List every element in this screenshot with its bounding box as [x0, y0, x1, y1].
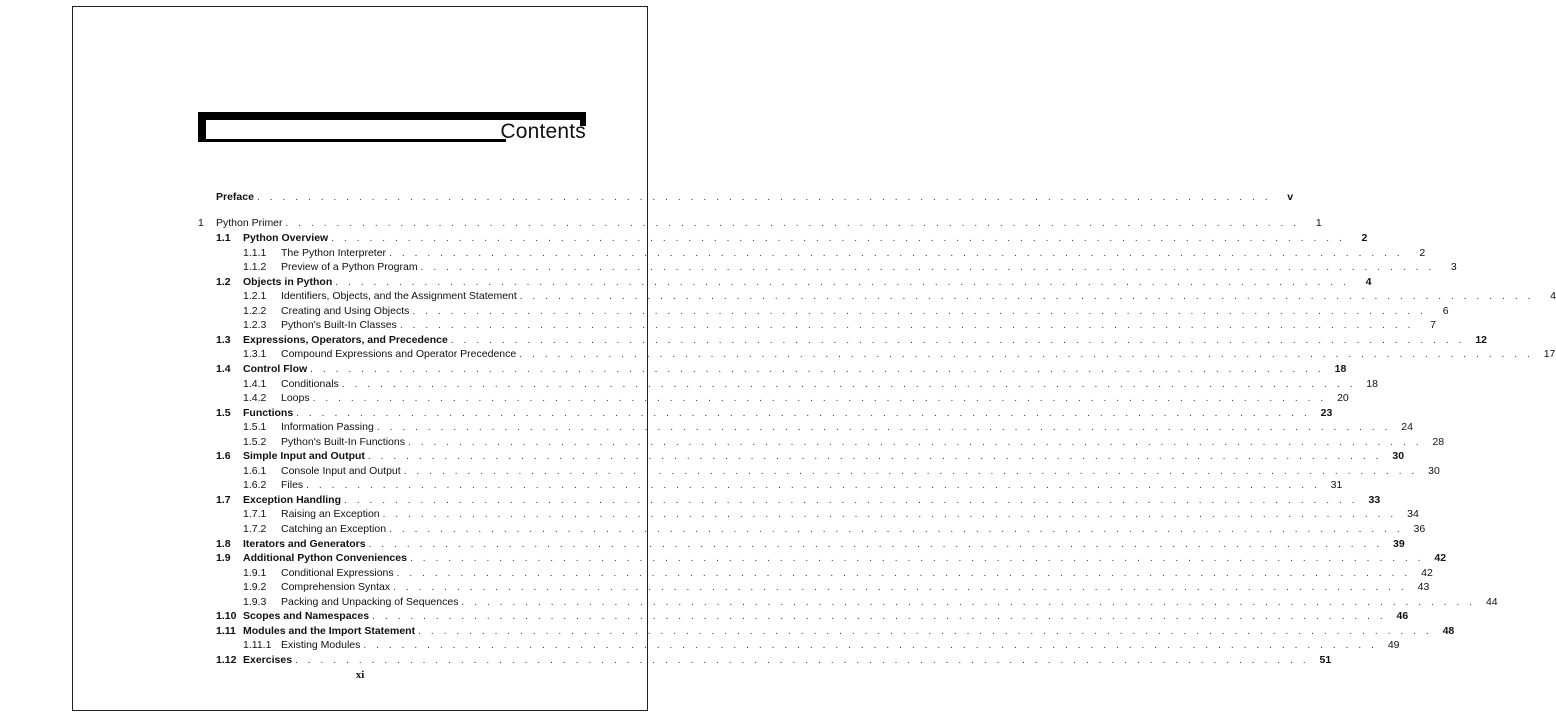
- toc-entry-title: Creating and Using Objects: [281, 304, 410, 317]
- toc-leader-dots: . . . . . . . . . . . . . . . . . . . . . . . . . . . . . . . . . . . . . . . . . . . . . . . . . . . . . . . . . . . . . . . . . . . . . . . . . . . . . . . .: [296, 407, 1311, 419]
- toc-entry-title: Loops: [281, 392, 310, 405]
- toc-entry-title: Raising an Exception: [281, 508, 380, 521]
- toc-leader-dots: . . . . . . . . . . . . . . . . . . . . . . . . . . . . . . . . . . . . . . . . . . . . . . . . . . . . . . . . . . . . . . . . . . . . . . . . . . . . . . . .: [519, 291, 1534, 303]
- toc-entry[interactable]: [198, 522, 1426, 536]
- toc-entry[interactable]: [198, 507, 1419, 521]
- toc-entry[interactable]: [198, 406, 1333, 420]
- toc-entry-title: Objects in Python: [243, 275, 333, 288]
- toc-leader-dots: . . . . . . . . . . . . . . . . . . . . . . . . . . . . . . . . . . . . . . . . . . . . . . . . . . . . . . . . . . . . . . . . . . . . . . . . . . . . . . . .: [367, 451, 1383, 463]
- toc-entry-page: 3: [1450, 261, 1457, 274]
- toc-entry-number: 1.7.1: [243, 508, 267, 521]
- toc-entry-page: 24: [1401, 421, 1413, 434]
- contents-banner: [198, 112, 586, 144]
- banner-bottom-rule: [198, 139, 506, 142]
- toc-entry-number: 1.5: [216, 406, 231, 419]
- toc-entry-page: 4: [1365, 275, 1372, 288]
- toc-entry-number: 1.6: [216, 450, 231, 463]
- toc-entry-number: 1.2.1: [243, 290, 267, 303]
- toc-entry-page: 30: [1428, 464, 1440, 477]
- toc-entry[interactable]: [198, 580, 1430, 594]
- toc-entry-title: Catching an Exception: [281, 523, 387, 535]
- toc-entry-number: 1.6.1: [243, 464, 267, 477]
- toc-entry-page: 28: [1432, 435, 1445, 448]
- toc-entry-page: 17: [1543, 348, 1556, 361]
- toc-entry-number: 1.9: [216, 552, 231, 565]
- toc-leader-dots: . . . . . . . . . . . . . . . . . . . . . . . . . . . . . . . . . . . . . . . . . . . . . . . . . . . . . . . . . . . . . . . . . . . . . . . . . . . . . . . .: [461, 596, 1476, 608]
- toc-entry-title: Additional Python Conveniences: [243, 552, 407, 565]
- toc-entry[interactable]: [198, 190, 1294, 204]
- toc-entry-title: Python's Built-In Classes: [281, 319, 397, 332]
- page-number: xi: [355, 669, 365, 681]
- toc-leader-dots: . . . . . . . . . . . . . . . . . . . . . . . . . . . . . . . . . . . . . . . . . . . . . . . . . . . . . . . . . . . . . . . . . . . . . . . . . . . . . . . .: [389, 247, 1404, 259]
- banner-left-rule: [198, 112, 206, 142]
- toc-entry-title: Information Passing: [281, 421, 374, 434]
- toc-leader-dots: . . . . . . . . . . . . . . . . . . . . . . . . . . . . . . . . . . . . . . . . . . . . . . . . . . . . . . . . . . . . . . . . . . . . . . . . . . . . . . . .: [285, 218, 1300, 229]
- toc-entry-number: 1.1.1: [243, 246, 267, 259]
- toc-entry-page: 6: [1442, 304, 1449, 317]
- toc-leader-dots: . . . . . . . . . . . . . . . . . . . . . . . . . . . . . . . . . . . . . . . . . . . . . . . . . . . . . . . . . . . . . . . . . . . . . . . . . . . . . . . .: [450, 334, 1465, 346]
- toc-leader-dots: . . . . . . . . . . . . . . . . . . . . . . . . . . . . . . . . . . . . . . . . . . . . . . . . . . . . . . . . . . . . . . . . . . . . . . . . . . . . . . . .: [310, 363, 1325, 375]
- toc-entry-title: Conditionals: [281, 377, 339, 390]
- toc-entry-page: 43: [1417, 581, 1430, 594]
- toc-entry-number: 1.3: [216, 333, 231, 346]
- toc-entry-number: 1.1: [216, 232, 231, 244]
- toc-entry[interactable]: [198, 493, 1381, 507]
- toc-entry-page: 18: [1366, 377, 1378, 390]
- toc-entry-title: Comprehension Syntax: [281, 581, 391, 594]
- toc-leader-dots: . . . . . . . . . . . . . . . . . . . . . . . . . . . . . . . . . . . . . . . . . . . . . . . . . . . . . . . . . . . . . . . . . . . . . . . . . . . . . . . .: [341, 378, 1356, 390]
- toc-entry[interactable]: [198, 333, 1487, 347]
- toc-entry-page: 49: [1387, 639, 1400, 652]
- toc-entry[interactable]: [198, 377, 1378, 391]
- toc-leader-dots: . . . . . . . . . . . . . . . . . . . . . . . . . . . . . . . . . . . . . . . . . . . . . . . . . . . . . . . . . . . . . . . . . . . . . . . . . . . . . . . .: [256, 192, 1272, 203]
- banner-top-rule: [198, 112, 586, 120]
- toc-entry-number: 1.8: [216, 537, 231, 550]
- page-title: Contents: [500, 120, 586, 143]
- toc-entry-title: Iterators and Generators: [243, 537, 366, 550]
- toc-leader-dots: . . . . . . . . . . . . . . . . . . . . . . . . . . . . . . . . . . . . . . . . . . . . . . . . . . . . . . . . . . . . . . . . . . . . . . . . . . . . . . . .: [344, 494, 1359, 506]
- toc-entry-number: 1.4.1: [243, 377, 267, 390]
- toc-entry-title: Modules and the Import Statement: [243, 624, 416, 637]
- toc-entry-title: Exercises: [243, 653, 293, 666]
- toc-entry[interactable]: [198, 362, 1347, 376]
- toc-entry-title: Identifiers, Objects, and the Assignment Statement: [281, 290, 517, 303]
- toc-entry[interactable]: [198, 478, 1343, 492]
- toc-leader-dots: . . . . . . . . . . . . . . . . . . . . . . . . . . . . . . . . . . . . . . . . . . . . . . . . . . . . . . . . . . . . . . . . . . . . . . . . . . . . . . . .: [412, 305, 1427, 317]
- toc-entry-page: 2: [1361, 232, 1368, 244]
- toc-entry-title: Preview of a Python Program: [281, 261, 418, 274]
- toc-entry[interactable]: [198, 304, 1449, 318]
- toc-entry-number: 1.2: [216, 275, 231, 288]
- toc-leader-dots: . . . . . . . . . . . . . . . . . . . . . . . . . . . . . . . . . . . . . . . . . . . . . . . . . . . . . . . . . . . . . . . . . . . . . . . . . . . . . . . .: [331, 233, 1346, 244]
- toc-entry-title: Compound Expressions and Operator Precedence: [281, 348, 517, 361]
- toc-leader-dots: . . . . . . . . . . . . . . . . . . . . . . . . . . . . . . . . . . . . . . . . . . . . . . . . . . . . . . . . . . . . . . . . . . . . . . . . . . . . . . . .: [407, 436, 1423, 448]
- toc-entry-number: 1.11: [216, 624, 236, 637]
- toc-leader-dots: . . . . . . . . . . . . . . . . . . . . . . . . . . . . . . . . . . . . . . . . . . . . . . . . . . . . . . . . . . . . . . . . . . . . . . . . . . . . . . . .: [376, 422, 1391, 434]
- toc-entry-number: 1.9.1: [243, 566, 267, 579]
- toc-entry[interactable]: [198, 289, 1556, 303]
- toc-entry-page: 39: [1393, 537, 1405, 550]
- toc-leader-dots: . . . . . . . . . . . . . . . . . . . . . . . . . . . . . . . . . . . . . . . . . . . . . . . . . . . . . . . . . . . . . . . . . . . . . . . . . . . . . . . .: [393, 582, 1408, 594]
- toc-leader-dots: . . . . . . . . . . . . . . . . . . . . . . . . . . . . . . . . . . . . . . . . . . . . . . . . . . . . . . . . . . . . . . . . . . . . . . . . . . . . . . . .: [295, 654, 1310, 666]
- toc-entry[interactable]: [198, 551, 1447, 565]
- toc-entry[interactable]: [198, 275, 1372, 289]
- toc-leader-dots: . . . . . . . . . . . . . . . . . . . . . . . . . . . . . . . . . . . . . . . . . . . . . . . . . . . . . . . . . . . . . . . . . . . . . . . . . . . . . . . .: [418, 625, 1433, 637]
- toc-entry-title: Python Primer: [216, 217, 283, 229]
- toc-entry-title: Existing Modules: [281, 639, 361, 652]
- toc-entry[interactable]: [198, 391, 1349, 405]
- toc-entry-page: 30: [1392, 450, 1405, 463]
- toc-leader-dots: . . . . . . . . . . . . . . . . . . . . . . . . . . . . . . . . . . . . . . . . . . . . . . . . . . . . . . . . . . . . . . . . . . . . . . . . . . . . . . . .: [363, 640, 1378, 652]
- toc-entry-page: 7: [1430, 319, 1436, 332]
- toc-entry-number: 1.7.2: [243, 523, 267, 535]
- toc-entry[interactable]: [198, 216, 1322, 230]
- toc-entry-page: 20: [1337, 392, 1349, 405]
- toc-leader-dots: . . . . . . . . . . . . . . . . . . . . . . . . . . . . . . . . . . . . . . . . . . . . . . . . . . . . . . . . . . . . . . . . . . . . . . . . . . . . . . . .: [335, 276, 1350, 288]
- toc-entry-title: Packing and Unpacking of Sequences: [281, 595, 459, 608]
- toc-entry-title: Files: [281, 479, 304, 492]
- toc-entry-number: 1.4.2: [243, 392, 267, 405]
- toc-entry[interactable]: [198, 420, 1413, 434]
- toc-entry-page: 31: [1330, 479, 1343, 492]
- toc-entry[interactable]: [198, 246, 1426, 260]
- toc-leader-dots: . . . . . . . . . . . . . . . . . . . . . . . . . . . . . . . . . . . . . . . . . . . . . . . . . . . . . . . . . . . . . . . . . . . . . . . . . . . . . . . .: [420, 262, 1435, 274]
- toc-entry-title: The Python Interpreter: [281, 246, 387, 259]
- toc-entry[interactable]: [198, 435, 1445, 449]
- toc-entry-number: 1.4: [216, 362, 231, 375]
- toc-entry[interactable]: [198, 537, 1405, 551]
- toc-entry-page: 12: [1475, 333, 1487, 346]
- toc-entry-page: 18: [1334, 362, 1347, 375]
- toc-leader-dots: . . . . . . . . . . . . . . . . . . . . . . . . . . . . . . . . . . . . . . . . . . . . . . . . . . . . . . . . . . . . . . . . . . . . . . . . . . . . . . . .: [389, 524, 1404, 535]
- toc-entry-number: 1.3.1: [243, 348, 267, 361]
- toc-entry-number: 1.11.1: [243, 639, 272, 652]
- toc-entry[interactable]: [198, 653, 1332, 667]
- toc-entry-page: 33: [1368, 493, 1381, 506]
- toc-entry-page: v: [1287, 191, 1294, 203]
- toc-entry[interactable]: [198, 638, 1400, 652]
- toc-entry[interactable]: [198, 318, 1436, 332]
- toc-entry-title: Python Overview: [243, 232, 329, 244]
- toc-leader-dots: . . . . . . . . . . . . . . . . . . . . . . . . . . . . . . . . . . . . . . . . . . . . . . . . . . . . . . . . . . . . . . . . . . . . . . . . . . . . . . . .: [409, 553, 1425, 565]
- toc-entry[interactable]: [198, 609, 1409, 623]
- toc-entry-page: 42: [1421, 566, 1433, 579]
- toc-entry-page: 34: [1407, 508, 1419, 521]
- toc-entry[interactable]: [198, 624, 1455, 638]
- toc-leader-dots: . . . . . . . . . . . . . . . . . . . . . . . . . . . . . . . . . . . . . . . . . . . . . . . . . . . . . . . . . . . . . . . . . . . . . . . . . . . . . . . .: [372, 611, 1387, 623]
- toc-entry-number: 1: [198, 217, 204, 229]
- toc-entry-number: 1.2.2: [243, 304, 267, 317]
- toc-entry-title: Expressions, Operators, and Precedence: [243, 333, 448, 346]
- toc-leader-dots: . . . . . . . . . . . . . . . . . . . . . . . . . . . . . . . . . . . . . . . . . . . . . . . . . . . . . . . . . . . . . . . . . . . . . . . . . . . . . . . .: [403, 465, 1418, 477]
- toc-entry[interactable]: [198, 566, 1433, 580]
- toc-leader-dots: . . . . . . . . . . . . . . . . . . . . . . . . . . . . . . . . . . . . . . . . . . . . . . . . . . . . . . . . . . . . . . . . . . . . . . . . . . . . . . . .: [368, 538, 1383, 550]
- toc-entry[interactable]: [198, 347, 1556, 361]
- toc-entry-number: 1.5.2: [243, 435, 267, 448]
- toc-entry-number: 1.6.2: [243, 479, 267, 492]
- toc-entry-number: 1.1.2: [243, 261, 267, 274]
- toc-entry-title: Exception Handling: [243, 493, 342, 506]
- toc-entry[interactable]: [198, 260, 1457, 274]
- toc-entry-number: 1.2.3: [243, 319, 267, 332]
- toc-entry-title: Scopes and Namespaces: [243, 610, 370, 623]
- toc-entry-title: Preface: [216, 191, 254, 203]
- toc-leader-dots: . . . . . . . . . . . . . . . . . . . . . . . . . . . . . . . . . . . . . . . . . . . . . . . . . . . . . . . . . . . . . . . . . . . . . . . . . . . . . . . .: [396, 567, 1411, 579]
- toc-entry-title: Control Flow: [243, 362, 308, 375]
- toc-entry-page: 46: [1396, 610, 1409, 623]
- toc-entry-page: 42: [1434, 552, 1447, 565]
- toc-entry-title: Console Input and Output: [281, 464, 401, 477]
- toc-entry[interactable]: [198, 595, 1498, 609]
- toc-leader-dots: . . . . . . . . . . . . . . . . . . . . . . . . . . . . . . . . . . . . . . . . . . . . . . . . . . . . . . . . . . . . . . . . . . . . . . . . . . . . . . . .: [382, 509, 1397, 521]
- toc-entry-page: 4: [1550, 290, 1556, 303]
- toc-entry[interactable]: [198, 231, 1368, 245]
- toc-entry-number: 1.12: [216, 653, 237, 666]
- toc-entry-page: 36: [1413, 523, 1426, 535]
- toc-entry-title: Python's Built-In Functions: [281, 435, 405, 448]
- toc-entry-number: 1.10: [216, 610, 237, 623]
- toc-entry-page: 51: [1319, 653, 1332, 666]
- toc-leader-dots: . . . . . . . . . . . . . . . . . . . . . . . . . . . . . . . . . . . . . . . . . . . . . . . . . . . . . . . . . . . . . . . . . . . . . . . . . . . . . . . .: [399, 320, 1414, 332]
- toc-leader-dots: . . . . . . . . . . . . . . . . . . . . . . . . . . . . . . . . . . . . . . . . . . . . . . . . . . . . . . . . . . . . . . . . . . . . . . . . . . . . . . . .: [519, 349, 1534, 361]
- toc-entry-number: 1.9.3: [243, 595, 267, 608]
- toc-entry-page: 44: [1485, 595, 1498, 608]
- toc-entry-page: 2: [1419, 246, 1426, 259]
- toc-leader-dots: . . . . . . . . . . . . . . . . . . . . . . . . . . . . . . . . . . . . . . . . . . . . . . . . . . . . . . . . . . . . . . . . . . . . . . . . . . . . . . . .: [306, 480, 1321, 492]
- toc-entry-page: 48: [1442, 624, 1455, 637]
- toc-entry-page: 23: [1320, 406, 1333, 419]
- toc-entry[interactable]: [198, 449, 1405, 463]
- toc-entry-title: Functions: [243, 406, 294, 419]
- toc-entry-title: Simple Input and Output: [243, 450, 365, 463]
- toc-entry-number: 1.7: [216, 493, 231, 506]
- toc-entry-number: 1.5.1: [243, 421, 267, 434]
- toc-leader-dots: . . . . . . . . . . . . . . . . . . . . . . . . . . . . . . . . . . . . . . . . . . . . . . . . . . . . . . . . . . . . . . . . . . . . . . . . . . . . . . . .: [312, 393, 1327, 405]
- toc-entry-number: 1.9.2: [243, 581, 267, 594]
- toc-entry-page: 1: [1315, 217, 1322, 229]
- toc-entry[interactable]: [198, 464, 1440, 478]
- toc-entry-title: Conditional Expressions: [281, 566, 394, 579]
